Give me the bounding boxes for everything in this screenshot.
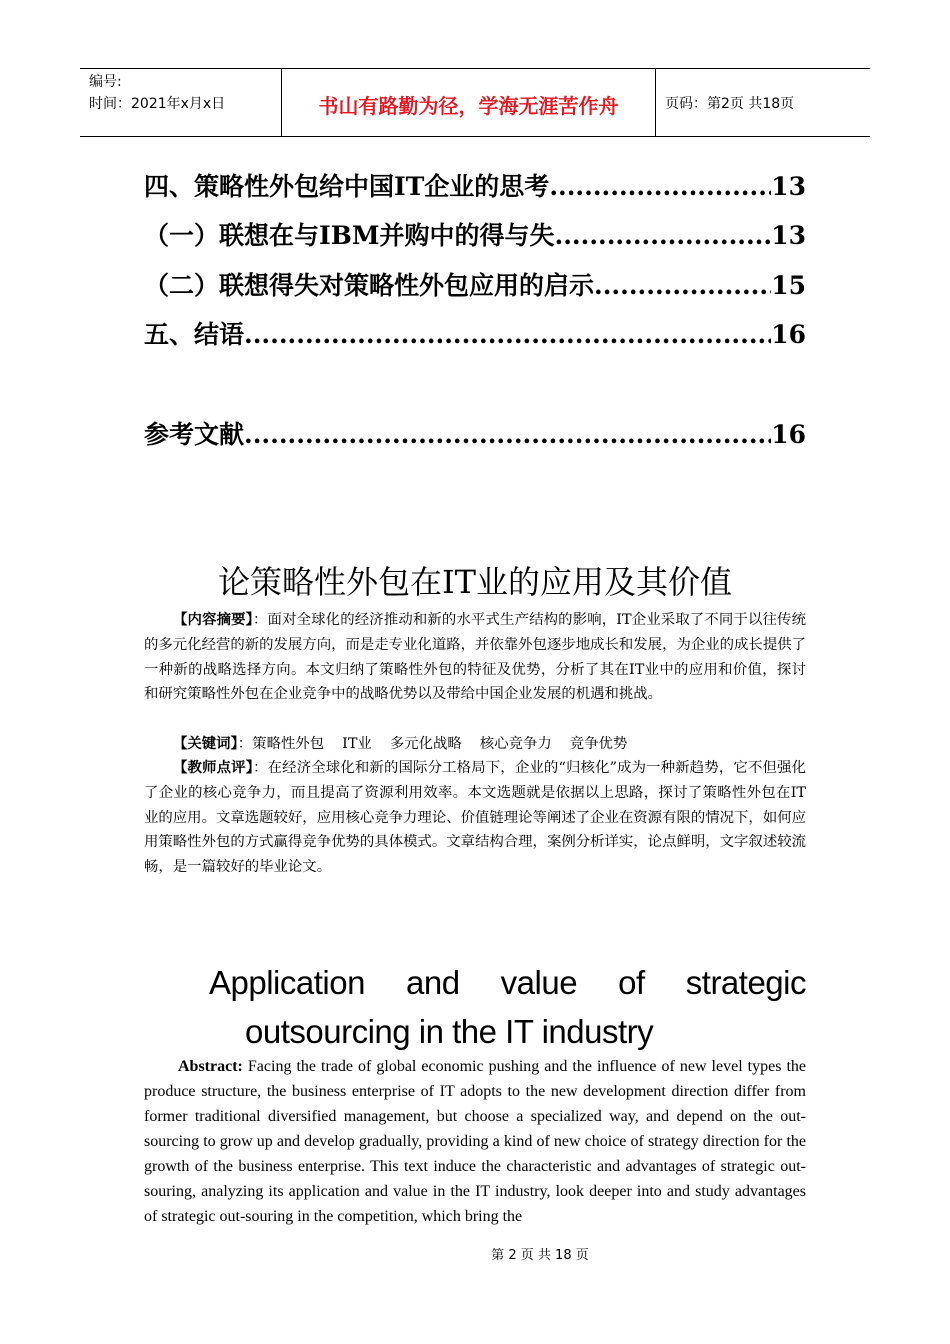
keywords-separator: ： — [237, 736, 253, 752]
english-abstract-label: Abstract: — [178, 1058, 243, 1075]
toc-title: 参考文献 — [144, 420, 245, 449]
toc-entry[interactable] — [144, 315, 806, 351]
toc-entry[interactable] — [144, 167, 806, 203]
toc-page: 16 — [771, 420, 806, 449]
review-label: 【教师点评】 — [173, 759, 254, 776]
chinese-title: 论策略性外包在IT业的应用及其价值 — [218, 563, 732, 601]
chinese-abstract — [144, 608, 806, 707]
keyword: 竞争优势 — [569, 736, 628, 752]
toc-title: （一）联想在与IBM并购中的得与失 — [144, 221, 555, 250]
toc-title: （二）联想得失对策略性外包应用的启示 — [144, 271, 595, 300]
teacher-review — [144, 756, 806, 880]
toc-page: 16 — [771, 320, 806, 349]
toc-leader — [244, 320, 771, 349]
header-number: 编号: — [89, 74, 122, 90]
page-header — [80, 68, 870, 137]
header-page-info: 页码：第2页 共18页 — [665, 95, 795, 112]
abstract-label: 【内容摘要】 — [173, 611, 253, 628]
toc-page: 13 — [771, 172, 806, 201]
toc-title: 五、结语 — [144, 320, 245, 349]
english-title — [144, 958, 806, 1056]
keywords-label: 【关键词】 — [173, 735, 238, 752]
header-time: 时间：2021年x月x日 — [89, 96, 226, 112]
toc-page: 15 — [771, 271, 806, 300]
keyword: 策略性外包 — [252, 736, 325, 752]
toc-leader — [244, 420, 771, 449]
page-footer: 第 2 页 共 18 页 — [491, 1248, 589, 1263]
header-motto: 书山有路勤为径，学海无涯苦作舟 — [282, 69, 656, 136]
toc-page: 13 — [771, 221, 806, 250]
english-title-line1: Application and value of strategic — [209, 964, 806, 1001]
toc-title: 四、策略性外包给中国IT企业的思考 — [144, 172, 550, 201]
toc-entry[interactable] — [144, 266, 806, 302]
toc-leader — [555, 221, 772, 250]
keyword: IT业 — [342, 736, 372, 752]
toc-entry[interactable] — [144, 415, 806, 451]
english-abstract-text: Facing the trade of global economic pushing and the influence of new level types the produce structure, the business enterprise of IT adopts to the new development direction differ from former traditional diversified management, but choose a specialized way, and depend on the out-sourcing to grow up and develop gradually, providing a kind of new choice of strategy direction for the growth of the business enterprise. This text induce the characteristic and advantages of strategic out-souring, analyzing its application and value in the IT industry, look deeper into and study advantages of strategic out-souring in the competition, which bring the — [144, 1058, 806, 1225]
abstract-text: ：面对全球化的经济推动和新的水平式生产结构的影响，IT企业采取了不同于以往传统的多元化经营的新的发展方向，而是走专业化道路，并依靠外包逐步地成长和发展，为企业的成长提供了一种新的战略选择方向。本文归纳了策略性外包的特征及优势，分析了其在IT业中的应用和价值，探讨和研究策略性外包在企业竞争中的战略优势以及带给中国企业发展的机遇和挑战。 — [144, 612, 806, 703]
toc-entry[interactable] — [144, 216, 806, 252]
english-title-line2: outsourcing in the IT industry — [245, 1013, 654, 1050]
review-text: ：在经济全球化和新的国际分工格局下，企业的“归核化”成为一种新趋势，它不但强化了企业的核心竞争力，而且提高了资源利用效率。本文选题就是依据以上思路，探讨了策略性外包在IT业的应用。文章选题较好，应用核心竞争力理论、价值链理论等阐述了企业在资源有限的情况下，如何应用策略性外包的方式赢得竞争优势的具体模式。文章结构合理，案例分析详实，论点鲜明，文字叙述较流畅，是一篇较好的毕业论文。 — [144, 760, 806, 876]
keywords-paragraph — [144, 732, 806, 757]
toc-leader — [549, 172, 771, 201]
keyword: 多元化战略 — [389, 736, 462, 752]
header-meta — [80, 69, 282, 136]
keyword: 核心竞争力 — [479, 736, 552, 752]
english-abstract — [144, 1054, 806, 1229]
toc-leader — [594, 271, 771, 300]
